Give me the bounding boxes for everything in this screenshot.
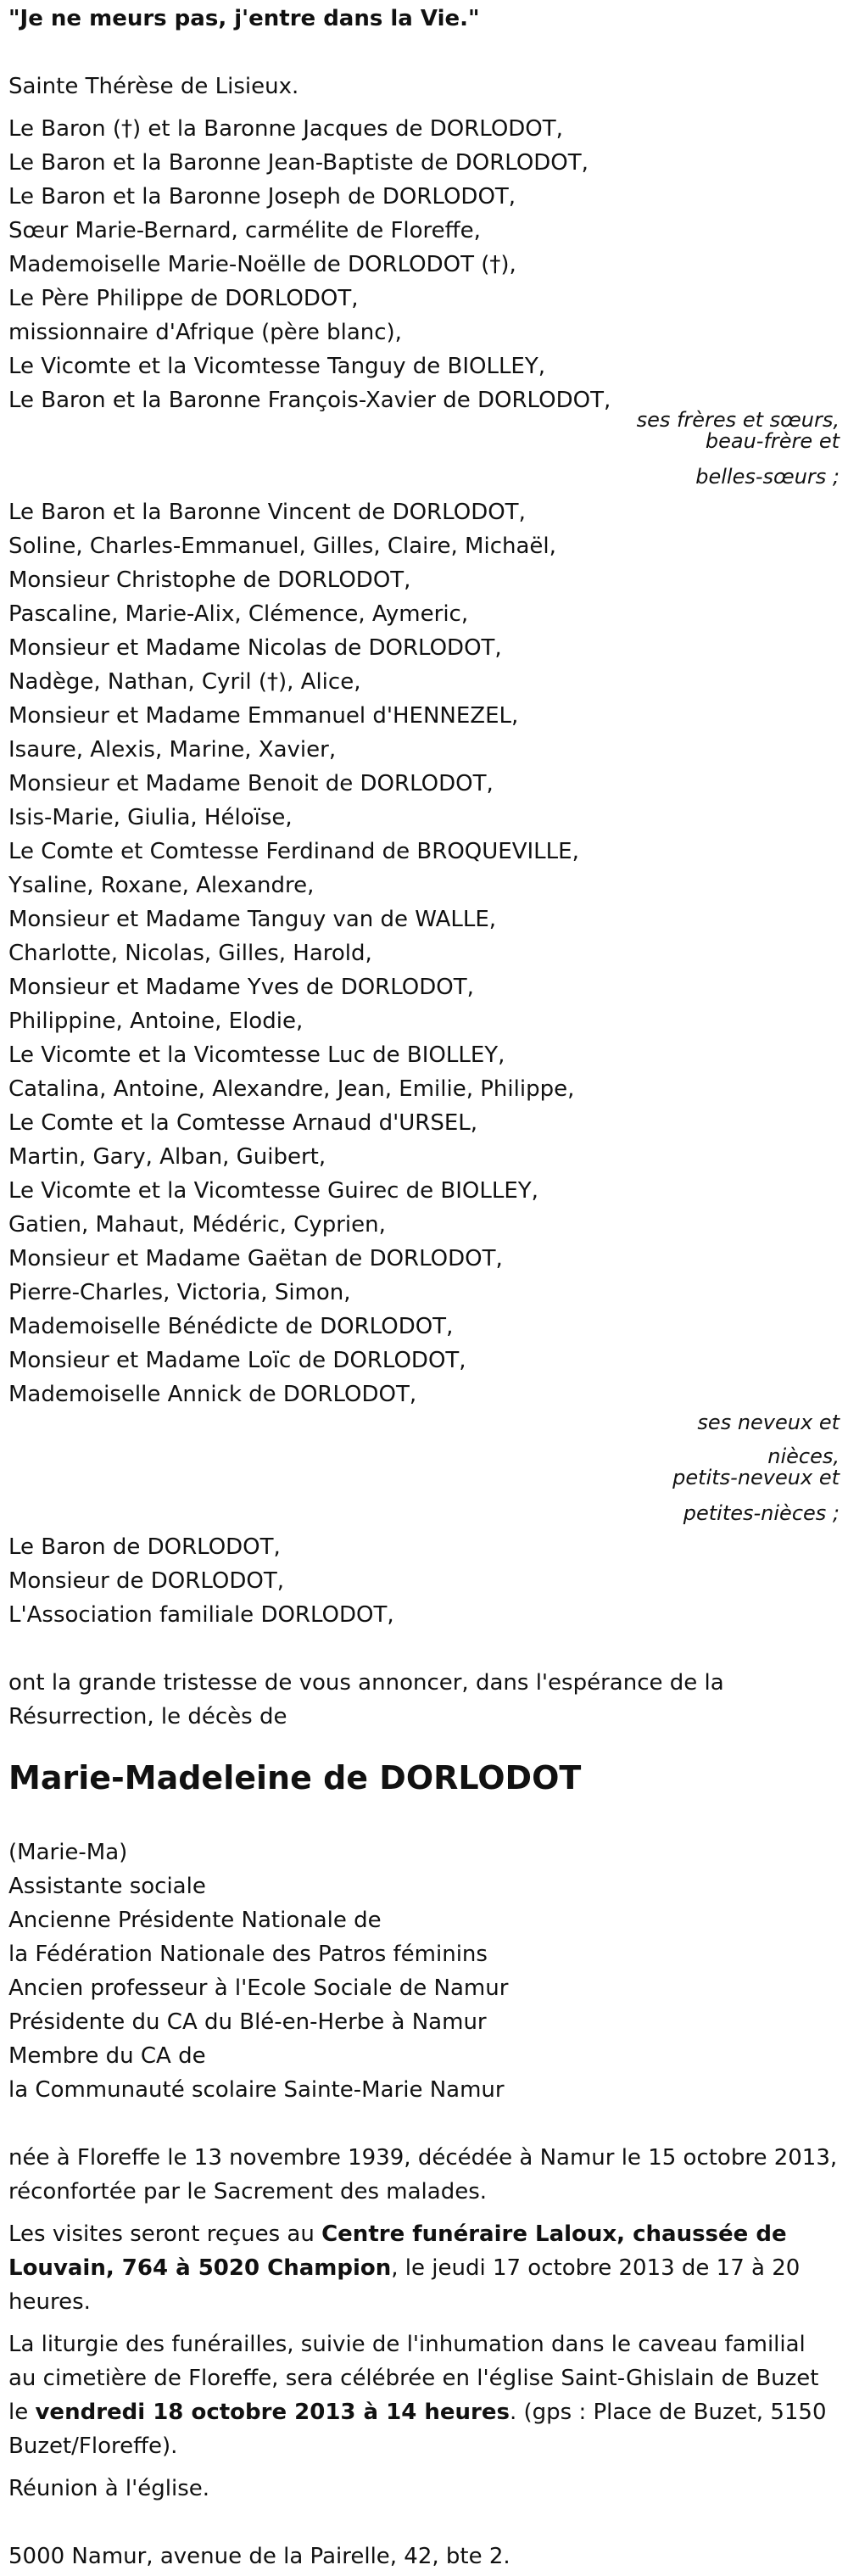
- sibling-line: Le Baron et la Baronne Joseph de DORLODOT,: [8, 184, 516, 210]
- family-line: Monsieur de DORLODOT,: [8, 1568, 284, 1594]
- sibling-line: Le Baron (†) et la Baronne Jacques de DORLODOT,: [8, 116, 563, 142]
- liturgy-line: La liturgie des funérailles, suivie de l'inhumation dans le caveau familial: [8, 2332, 806, 2357]
- nephew-line: Philippine, Antoine, Elodie,: [8, 1009, 304, 1034]
- nephew-line: Catalina, Antoine, Alexandre, Jean, Emilie, Philippe,: [8, 1076, 575, 1102]
- nephew-line: Pascaline, Marie-Alix, Clémence, Aymeric,: [8, 601, 469, 627]
- nephew-line: Le Baron et la Baronne Vincent de DORLODOT,: [8, 500, 526, 525]
- nephew-line: Monsieur et Madame Emmanuel d'HENNEZEL,: [8, 703, 519, 729]
- nephew-line: Le Vicomte et la Vicomtesse Guirec de BIOLLEY,: [8, 1178, 538, 1204]
- title-line: la Fédération Nationale des Patros féminins: [8, 1942, 488, 1967]
- caption-line: petites-nièces ;: [683, 1501, 840, 1525]
- caption-line: ses neveux et: [697, 1411, 840, 1434]
- caption-line: beau-frère et: [705, 429, 840, 453]
- nephew-line: Le Vicomte et la Vicomtesse Luc de BIOLLEY,: [8, 1042, 505, 1068]
- nephew-line: Gatien, Mahaut, Médéric, Cyprien,: [8, 1212, 386, 1238]
- nephew-line: Ysaline, Roxane, Alexandre,: [8, 873, 315, 898]
- caption-line: belles-sœurs ;: [695, 465, 840, 489]
- quote: "Je ne meurs pas, j'entre dans la Vie.": [8, 6, 480, 31]
- nephew-line: Charlotte, Nicolas, Gilles, Harold,: [8, 941, 372, 966]
- nephew-line: Monsieur et Madame Tanguy van de WALLE,: [8, 907, 497, 932]
- nephew-line: Monsieur et Madame Nicolas de DORLODOT,: [8, 635, 502, 661]
- title-line: Ancien professeur à l'Ecole Sociale de Namur: [8, 1975, 509, 2001]
- visits-line: Louvain, 764 à 5020 Champion, le jeudi 17 octobre 2013 de 17 à 20: [8, 2255, 801, 2281]
- caption-line: nièces,: [767, 1444, 840, 1468]
- birth-death-line: née à Floreffe le 13 novembre 1939, décédée à Namur le 15 octobre 2013,: [8, 2145, 838, 2171]
- visits-line: Les visites seront reçues au Centre funéraire Laloux, chaussée de: [8, 2221, 787, 2247]
- sibling-line: Le Baron et la Baronne François-Xavier de DORLODOT,: [8, 388, 611, 413]
- liturgy-line: Buzet/Floreffe).: [8, 2434, 178, 2459]
- sibling-line: Mademoiselle Marie-Noëlle de DORLODOT (†),: [8, 252, 516, 277]
- sibling-line: missionnaire d'Afrique (père blanc),: [8, 320, 402, 345]
- deceased-name: Marie-Madeleine de DORLODOT: [8, 1759, 582, 1796]
- nephew-line: Soline, Charles-Emmanuel, Gilles, Claire, Michaël,: [8, 534, 556, 559]
- liturgy-line: au cimetière de Floreffe, sera célébrée en l'église Saint-Ghislain de Buzet: [8, 2366, 819, 2391]
- title-line: Membre du CA de: [8, 2043, 206, 2069]
- sibling-line: Sœur Marie-Bernard, carmélite de Floreffe,: [8, 218, 481, 243]
- family-address: 5000 Namur, avenue de la Pairelle, 42, bte 2.: [8, 2544, 510, 2569]
- nephew-line: Isaure, Alexis, Marine, Xavier,: [8, 737, 337, 763]
- nephew-line: Monsieur et Madame Yves de DORLODOT,: [8, 975, 474, 1000]
- title-line: Ancienne Présidente Nationale de: [8, 1908, 382, 1933]
- caption-line: ses frères et sœurs,: [636, 408, 840, 432]
- announcement-line: ont la grande tristesse de vous annoncer, dans l'espérance de la: [8, 1670, 724, 1696]
- visits-venue: Centre funéraire Laloux, chaussée de: [321, 2221, 787, 2247]
- nephew-line: Monsieur et Madame Benoit de DORLODOT,: [8, 771, 494, 796]
- meeting-note: Réunion à l'église.: [8, 2476, 210, 2501]
- nephew-line: Monsieur et Madame Gaëtan de DORLODOT,: [8, 1246, 503, 1271]
- quote-attribution: Sainte Thérèse de Lisieux.: [8, 74, 299, 99]
- title-line: la Communauté scolaire Sainte-Marie Namur: [8, 2077, 505, 2103]
- nephew-line: Pierre-Charles, Victoria, Simon,: [8, 1280, 351, 1305]
- nephew-line: Mademoiselle Annick de DORLODOT,: [8, 1382, 417, 1407]
- announcement-line: Résurrection, le décès de: [8, 1704, 287, 1729]
- sibling-line: Le Père Philippe de DORLODOT,: [8, 286, 359, 311]
- title-line: Présidente du CA du Blé-en-Herbe à Namur: [8, 2009, 487, 2035]
- caption-line: petits-neveux et: [672, 1466, 840, 1489]
- visits-address: Louvain, 764 à 5020 Champion: [8, 2255, 392, 2281]
- family-line: Le Baron de DORLODOT,: [8, 1534, 281, 1560]
- visits-line: heures.: [8, 2289, 91, 2315]
- nephew-line: Le Comte et Comtesse Ferdinand de BROQUEVILLE,: [8, 839, 579, 864]
- title-line: (Marie-Ma): [8, 1840, 128, 1865]
- nephew-line: Monsieur Christophe de DORLODOT,: [8, 567, 411, 593]
- sibling-line: Le Baron et la Baronne Jean-Baptiste de DORLODOT,: [8, 150, 589, 176]
- nephew-line: Isis-Marie, Giulia, Héloïse,: [8, 805, 293, 830]
- title-line: Assistante sociale: [8, 1874, 206, 1899]
- sibling-line: Le Vicomte et la Vicomtesse Tanguy de BIOLLEY,: [8, 354, 546, 379]
- nephew-line: Monsieur et Madame Loïc de DORLODOT,: [8, 1348, 466, 1373]
- nephew-line: Le Comte et la Comtesse Arnaud d'URSEL,: [8, 1110, 478, 1136]
- liturgy-line: le vendredi 18 octobre 2013 à 14 heures. (gps : Place de Buzet, 5150: [8, 2400, 827, 2425]
- nephew-line: Nadège, Nathan, Cyril (†), Alice,: [8, 669, 361, 695]
- family-line: L'Association familiale DORLODOT,: [8, 1602, 394, 1628]
- nephew-line: Martin, Gary, Alban, Guibert,: [8, 1144, 326, 1170]
- birth-death-line: réconfortée par le Sacrement des malades.: [8, 2179, 488, 2204]
- nephew-line: Mademoiselle Bénédicte de DORLODOT,: [8, 1314, 454, 1339]
- funeral-date: vendredi 18 octobre 2013 à 14 heures: [35, 2400, 510, 2425]
